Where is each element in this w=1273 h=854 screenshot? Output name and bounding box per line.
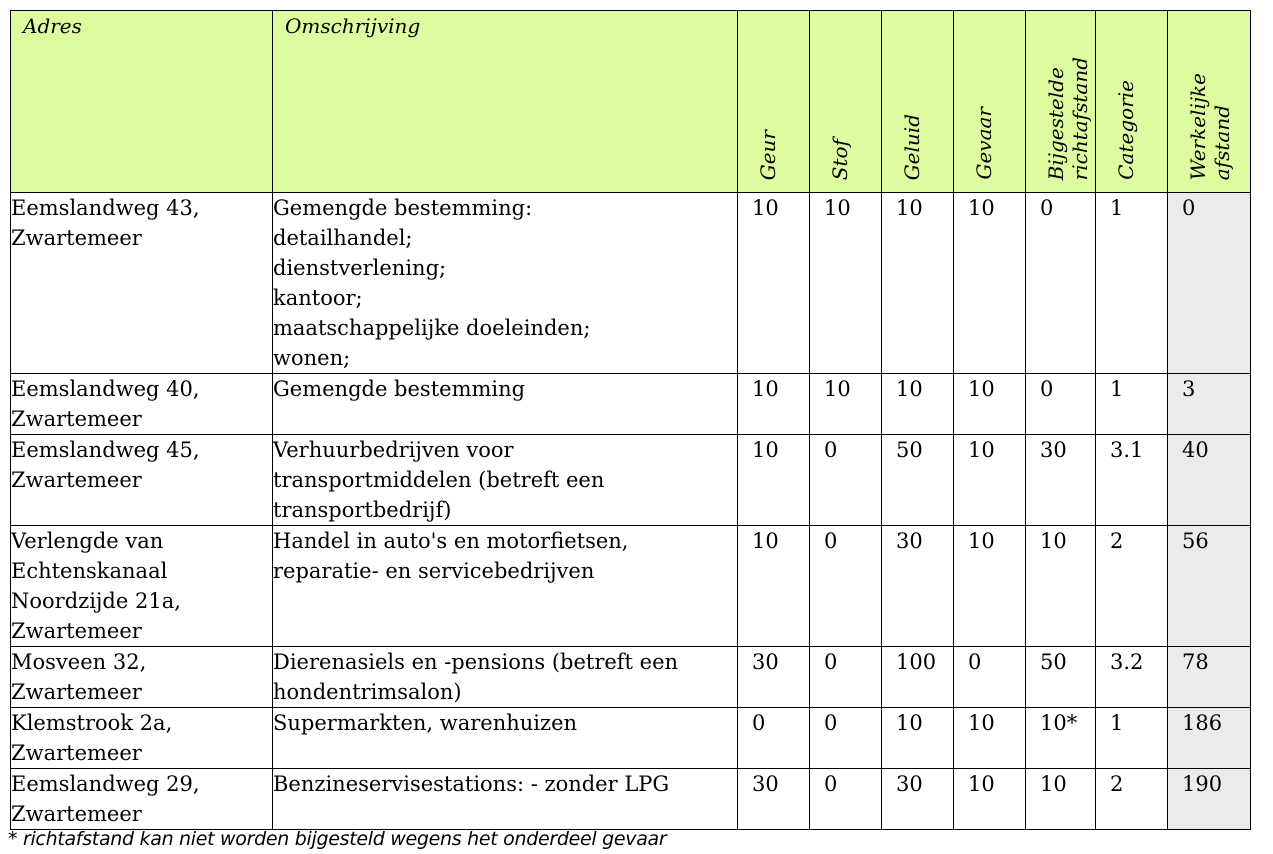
cell-categorie: 1 (1096, 193, 1168, 374)
adres-line: Zwartemeer (11, 468, 142, 492)
cell-stof: 10 (810, 193, 882, 374)
cell-geluid: 50 (882, 435, 954, 526)
omschrijving-line: Supermarkten, warenhuizen (273, 711, 578, 735)
cell-bijgestelde: 10 (1026, 526, 1096, 647)
table-row (11, 647, 1251, 708)
cell-stof: 0 (810, 708, 882, 769)
cell-categorie: 3.2 (1096, 647, 1168, 708)
header-werkelijke-line2: afstand (1210, 104, 1234, 180)
header-adres: Adres (11, 11, 273, 193)
cell-geluid: 10 (882, 708, 954, 769)
header-categorie-label: Categorie (1114, 80, 1138, 180)
adres-line: Echtenskanaal (11, 559, 168, 583)
cell-gevaar: 0 (954, 647, 1026, 708)
table-row (11, 526, 1251, 647)
adres-line: Klemstrook 2a, (11, 711, 173, 735)
cell-geur: 10 (738, 193, 810, 374)
header-gevaar (954, 11, 1026, 193)
cell-werkelijke: 190 (1168, 769, 1251, 830)
adres-line: Eemslandweg 29, (11, 772, 200, 796)
cell-gevaar: 10 (954, 374, 1026, 435)
cell-werkelijke: 40 (1168, 435, 1251, 526)
cell-gevaar: 10 (954, 435, 1026, 526)
cell-stof: 0 (810, 647, 882, 708)
cell-bijgestelde: 0 (1026, 374, 1096, 435)
table-row (11, 708, 1251, 769)
header-stof-label: Stof (828, 138, 852, 180)
cell-geluid: 10 (882, 374, 954, 435)
cell-geur: 0 (738, 708, 810, 769)
adres-line: Zwartemeer (11, 407, 142, 431)
adres-line: Zwartemeer (11, 226, 142, 250)
table-row (11, 435, 1251, 526)
header-gevaar-label: Gevaar (972, 107, 996, 180)
cell-bijgestelde: 0 (1026, 193, 1096, 374)
table-row (11, 769, 1251, 830)
header-geur-label: Geur (756, 129, 780, 180)
adres-line: Zwartemeer (11, 619, 142, 643)
cell-werkelijke: 3 (1168, 374, 1251, 435)
cell-categorie: 2 (1096, 526, 1168, 647)
header-geur (738, 11, 810, 193)
adres-line: Eemslandweg 43, (11, 196, 200, 220)
omschrijving-line: kantoor; (273, 286, 363, 310)
cell-adres (11, 374, 273, 435)
cell-stof: 0 (810, 435, 882, 526)
cell-geur: 10 (738, 435, 810, 526)
cell-omschrijving (273, 526, 738, 647)
cell-omschrijving (273, 708, 738, 769)
cell-adres (11, 435, 273, 526)
header-werkelijke-afstand (1168, 11, 1251, 193)
cell-omschrijving (273, 647, 738, 708)
cell-categorie: 3.1 (1096, 435, 1168, 526)
omschrijving-line: wonen; (273, 346, 351, 370)
adres-line: Eemslandweg 45, (11, 438, 200, 462)
adres-line: Zwartemeer (11, 802, 142, 826)
footnote: * richtafstand kan niet worden bijgesteld wegens het onderdeel gevaar (8, 828, 667, 850)
cell-omschrijving (273, 374, 738, 435)
cell-stof: 10 (810, 374, 882, 435)
cell-omschrijving (273, 769, 738, 830)
cell-bijgestelde: 10* (1026, 708, 1096, 769)
cell-geluid: 30 (882, 769, 954, 830)
header-categorie (1096, 11, 1168, 193)
cell-categorie: 2 (1096, 769, 1168, 830)
header-werkelijke-line1: Werkelijke (1186, 72, 1210, 180)
cell-adres (11, 193, 273, 374)
table-body (11, 193, 1251, 830)
cell-gevaar: 10 (954, 193, 1026, 374)
cell-omschrijving (273, 193, 738, 374)
cell-geluid: 10 (882, 193, 954, 374)
omschrijving-line: transportmiddelen (betreft een (273, 468, 605, 492)
cell-adres (11, 708, 273, 769)
omschrijving-line: Gemengde bestemming: (273, 196, 533, 220)
header-omschrijving: Omschrijving (273, 11, 738, 193)
adres-line: Mosveen 32, (11, 650, 147, 674)
cell-geur: 10 (738, 526, 810, 647)
omschrijving-line: transportbedrijf) (273, 498, 452, 522)
header-bijgestelde-line1: Bijgestelde (1044, 66, 1068, 180)
cell-bijgestelde: 10 (1026, 769, 1096, 830)
adres-line: Verlengde van (11, 529, 164, 553)
cell-stof: 0 (810, 526, 882, 647)
header-row (11, 11, 1251, 193)
header-stof (810, 11, 882, 193)
cell-gevaar: 10 (954, 526, 1026, 647)
table-row (11, 193, 1251, 374)
cell-omschrijving (273, 435, 738, 526)
cell-werkelijke: 56 (1168, 526, 1251, 647)
omschrijving-line: Gemengde bestemming (273, 377, 526, 401)
cell-bijgestelde: 30 (1026, 435, 1096, 526)
omschrijving-line: Dierenasiels en -pensions (betreft een (273, 650, 679, 674)
cell-categorie: 1 (1096, 708, 1168, 769)
header-geluid (882, 11, 954, 193)
omschrijving-line: Handel in auto's en motorfietsen, (273, 529, 629, 553)
cell-werkelijke: 0 (1168, 193, 1251, 374)
cell-categorie: 1 (1096, 374, 1168, 435)
header-geluid-label: Geluid (900, 113, 924, 180)
cell-adres (11, 526, 273, 647)
cell-geluid: 30 (882, 526, 954, 647)
adres-line: Noordzijde 21a, (11, 589, 181, 613)
cell-gevaar: 10 (954, 708, 1026, 769)
cell-adres (11, 769, 273, 830)
adres-line: Eemslandweg 40, (11, 377, 200, 401)
omschrijving-line: dienstverlening; (273, 256, 447, 280)
cell-geluid: 100 (882, 647, 954, 708)
omschrijving-line: maatschappelijke doeleinden; (273, 316, 591, 340)
omschrijving-line: reparatie- en servicebedrijven (273, 559, 595, 583)
cell-stof: 0 (810, 769, 882, 830)
cell-geur: 30 (738, 769, 810, 830)
header-bijgestelde-label (1044, 57, 1092, 180)
cell-adres (11, 647, 273, 708)
cell-werkelijke: 186 (1168, 708, 1251, 769)
omschrijving-line: Benzineservisestations: - zonder LPG (273, 772, 670, 796)
omschrijving-line: Verhuurbedrijven voor (273, 438, 514, 462)
distance-table (10, 10, 1251, 830)
header-werkelijke-label (1186, 73, 1234, 180)
header-bijgestelde-line2: richtafstand (1068, 56, 1092, 180)
omschrijving-line: detailhandel; (273, 226, 413, 250)
cell-werkelijke: 78 (1168, 647, 1251, 708)
header-bijgestelde-richtafstand (1026, 11, 1096, 193)
cell-geur: 10 (738, 374, 810, 435)
cell-bijgestelde: 50 (1026, 647, 1096, 708)
cell-geur: 30 (738, 647, 810, 708)
adres-line: Zwartemeer (11, 741, 142, 765)
table-row (11, 374, 1251, 435)
omschrijving-line: hondentrimsalon) (273, 680, 462, 704)
adres-line: Zwartemeer (11, 680, 142, 704)
cell-gevaar: 10 (954, 769, 1026, 830)
